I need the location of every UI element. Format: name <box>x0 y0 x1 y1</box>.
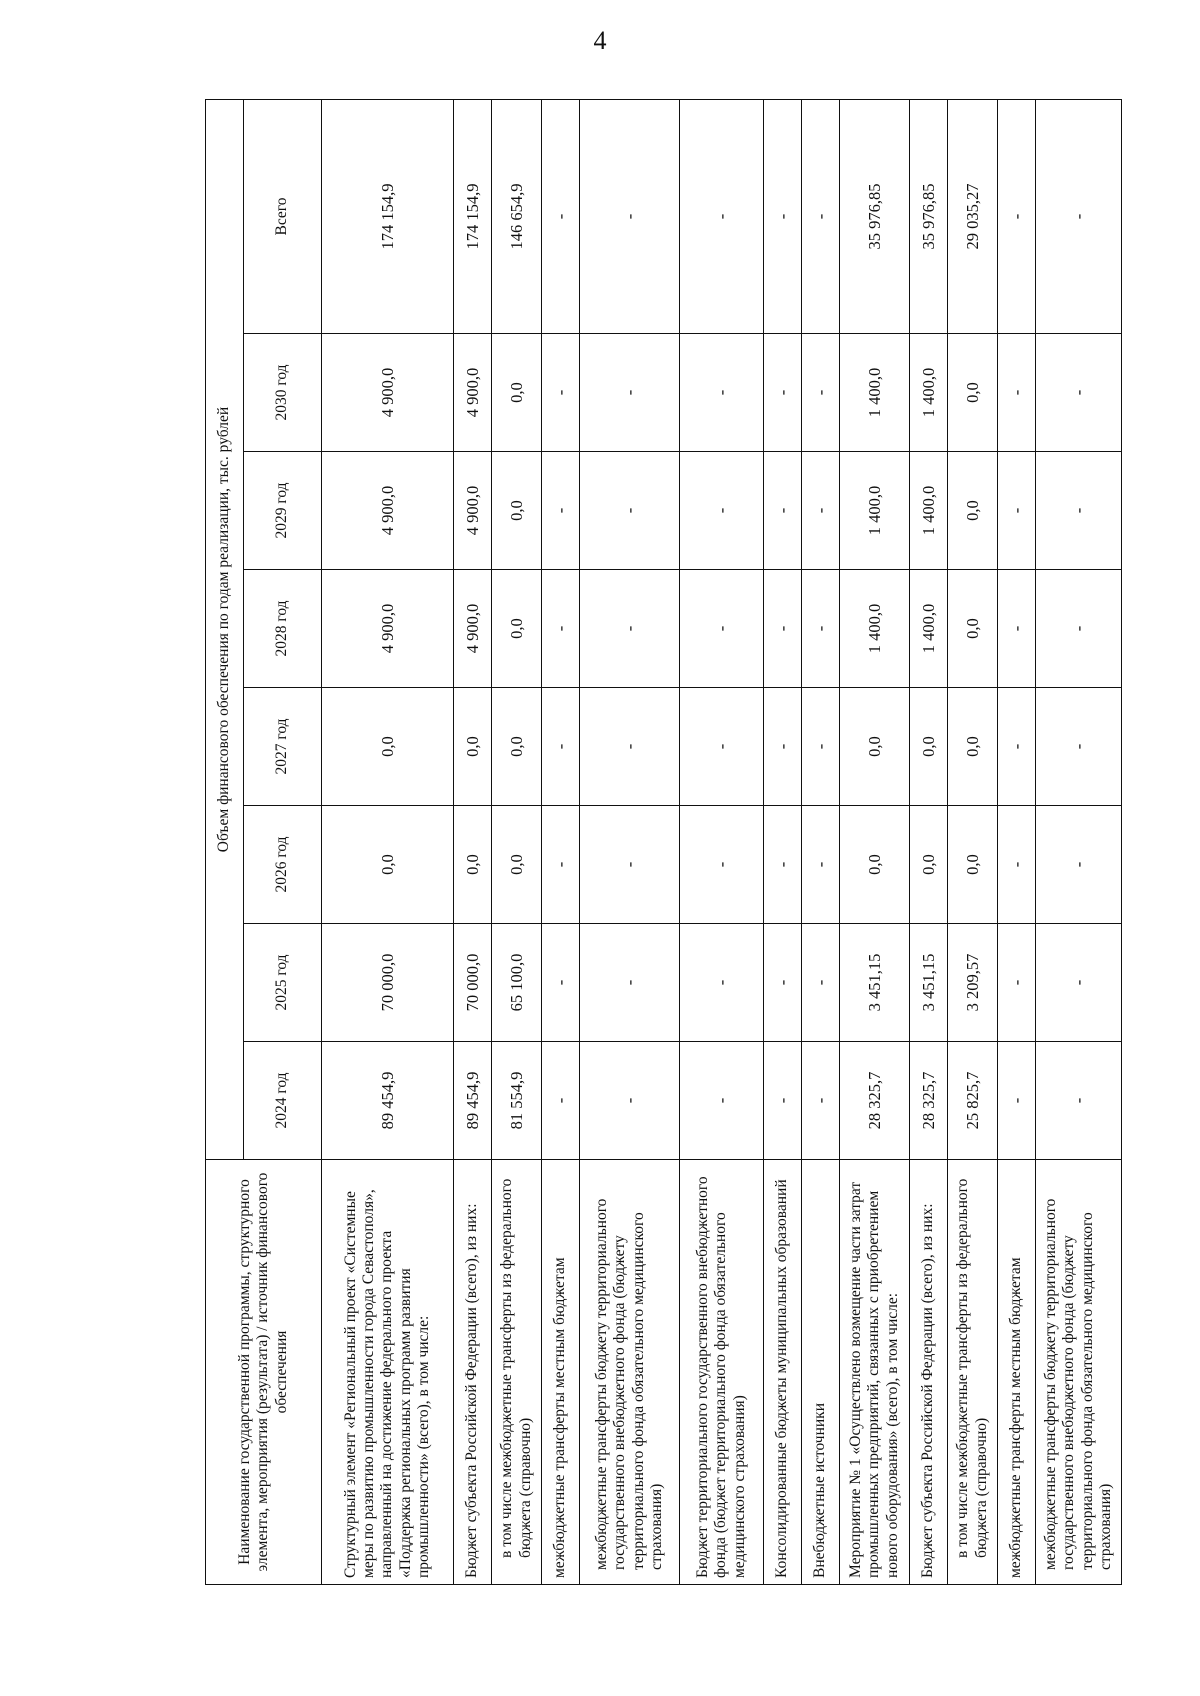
table-row <box>680 100 764 1585</box>
value-cell: 0,0 <box>492 334 542 452</box>
value-cell: 29 035,27 <box>948 100 998 334</box>
table-row <box>492 100 542 1585</box>
value-cell: - <box>1036 334 1122 452</box>
row-label: Структурный элемент «Региональный проект «Системные меры по развитию промышленности города Севастополя», направленный на достижение федерального проекта «Поддержка региональных программ развития промышленности» (всего), в том числе: <box>322 1160 454 1585</box>
value-cell: 3 451,15 <box>840 924 910 1042</box>
row-label: Бюджет территориального государственного внебюджетного фонда (бюджет территориального фонда обязательного медицинского страхования) <box>680 1160 764 1585</box>
header-financing-group: Объем финансового обеспечения по годам реализации, тыс. рублей <box>206 100 244 1160</box>
row-label: Консолидированные бюджеты муниципальных образований <box>764 1160 802 1585</box>
value-cell: 3 209,57 <box>948 924 998 1042</box>
value-cell: - <box>998 570 1036 688</box>
value-cell: - <box>580 334 680 452</box>
value-cell: - <box>680 1042 764 1160</box>
value-cell: - <box>680 570 764 688</box>
value-cell: 28 325,7 <box>840 1042 910 1160</box>
value-cell: 146 654,9 <box>492 100 542 334</box>
table-row <box>454 100 492 1585</box>
value-cell: - <box>764 570 802 688</box>
value-cell: 0,0 <box>840 806 910 924</box>
value-cell: - <box>580 688 680 806</box>
value-cell: - <box>1036 924 1122 1042</box>
value-cell: 0,0 <box>948 334 998 452</box>
value-cell: 0,0 <box>454 688 492 806</box>
value-cell: - <box>680 688 764 806</box>
table-row <box>802 100 840 1585</box>
value-cell: - <box>1036 688 1122 806</box>
value-cell: - <box>998 806 1036 924</box>
value-cell: 0,0 <box>948 452 998 570</box>
value-cell: - <box>764 100 802 334</box>
value-cell: - <box>542 806 580 924</box>
value-cell: 4 900,0 <box>454 452 492 570</box>
value-cell: 81 554,9 <box>492 1042 542 1160</box>
value-cell: - <box>680 924 764 1042</box>
value-cell: 1 400,0 <box>910 452 948 570</box>
header-year-2029: 2029 год <box>244 452 322 570</box>
value-cell: - <box>802 334 840 452</box>
header-year-2030: 2030 год <box>244 334 322 452</box>
row-label: Внебюджетные источники <box>802 1160 840 1585</box>
value-cell: - <box>998 334 1036 452</box>
value-cell: - <box>802 806 840 924</box>
value-cell: 0,0 <box>492 452 542 570</box>
table-row <box>1036 100 1122 1585</box>
value-cell: - <box>1036 806 1122 924</box>
row-label: межбюджетные трансферты местным бюджетам <box>542 1160 580 1585</box>
value-cell: 4 900,0 <box>454 570 492 688</box>
table-row <box>840 100 910 1585</box>
header-year-2024: 2024 год <box>244 1042 322 1160</box>
value-cell: 65 100,0 <box>492 924 542 1042</box>
table-row <box>998 100 1036 1585</box>
header-year-2026: 2026 год <box>244 806 322 924</box>
value-cell: - <box>764 334 802 452</box>
value-cell: 4 900,0 <box>322 334 454 452</box>
value-cell: - <box>802 924 840 1042</box>
value-cell: 174 154,9 <box>322 100 454 334</box>
value-cell: 0,0 <box>322 806 454 924</box>
value-cell: - <box>580 924 680 1042</box>
value-cell: - <box>802 100 840 334</box>
value-cell: - <box>542 334 580 452</box>
value-cell: - <box>542 924 580 1042</box>
value-cell: 0,0 <box>948 570 998 688</box>
page-number: 4 <box>593 26 607 55</box>
header-year-2028: 2028 год <box>244 570 322 688</box>
header-year-2025: 2025 год <box>244 924 322 1042</box>
value-cell: 0,0 <box>840 688 910 806</box>
value-cell: - <box>1036 452 1122 570</box>
row-label: Бюджет субъекта Российской Федерации (всего), из них: <box>454 1160 492 1585</box>
value-cell: - <box>764 452 802 570</box>
value-cell: 1 400,0 <box>840 452 910 570</box>
value-cell: - <box>764 688 802 806</box>
value-cell: 4 900,0 <box>322 452 454 570</box>
value-cell: 0,0 <box>492 688 542 806</box>
value-cell: - <box>1036 100 1122 334</box>
value-cell: - <box>802 452 840 570</box>
value-cell: 1 400,0 <box>840 334 910 452</box>
value-cell: 174 154,9 <box>454 100 492 334</box>
header-year-2027: 2027 год <box>244 688 322 806</box>
value-cell: 0,0 <box>910 806 948 924</box>
value-cell: - <box>580 806 680 924</box>
table-body <box>322 100 1122 1585</box>
value-cell: 89 454,9 <box>454 1042 492 1160</box>
value-cell: - <box>764 924 802 1042</box>
value-cell: 0,0 <box>948 688 998 806</box>
row-label: в том числе межбюджетные трансферты из федерального бюджета (справочно) <box>492 1160 542 1585</box>
value-cell: 35 976,85 <box>910 100 948 334</box>
row-label: Бюджет субъекта Российской Федерации (всего), из них: <box>910 1160 948 1585</box>
row-label: Мероприятие № 1 «Осуществлено возмещение части затрат промышленных предприятий, связанных с приобретением нового оборудования» (всего), в том числе: <box>840 1160 910 1585</box>
value-cell: 0,0 <box>454 806 492 924</box>
value-cell: - <box>580 570 680 688</box>
value-cell: 0,0 <box>492 570 542 688</box>
value-cell: 1 400,0 <box>910 570 948 688</box>
value-cell: 89 454,9 <box>322 1042 454 1160</box>
value-cell: - <box>580 100 680 334</box>
value-cell: - <box>680 452 764 570</box>
table-row <box>542 100 580 1585</box>
value-cell: - <box>764 1042 802 1160</box>
value-cell: - <box>802 570 840 688</box>
table-row <box>322 100 454 1585</box>
value-cell: - <box>542 570 580 688</box>
value-cell: - <box>680 806 764 924</box>
row-label: межбюджетные трансферты бюджету территориального государственного внебюджетного фонда (бюджету территориального фонда обязательного медицинского страхования) <box>580 1160 680 1585</box>
value-cell: - <box>542 688 580 806</box>
value-cell: 0,0 <box>910 688 948 806</box>
value-cell: - <box>580 452 680 570</box>
value-cell: 0,0 <box>948 806 998 924</box>
value-cell: - <box>680 100 764 334</box>
value-cell: - <box>764 806 802 924</box>
value-cell: 3 451,15 <box>910 924 948 1042</box>
value-cell: - <box>542 452 580 570</box>
value-cell: - <box>802 1042 840 1160</box>
value-cell: - <box>998 924 1036 1042</box>
header-total: Всего <box>244 100 322 334</box>
value-cell: 70 000,0 <box>454 924 492 1042</box>
row-label: в том числе межбюджетные трансферты из федерального бюджета (справочно) <box>948 1160 998 1585</box>
financing-table <box>205 99 1122 1585</box>
value-cell: - <box>998 688 1036 806</box>
value-cell: 28 325,7 <box>910 1042 948 1160</box>
value-cell: - <box>1036 1042 1122 1160</box>
value-cell: 25 825,7 <box>948 1042 998 1160</box>
value-cell: 35 976,85 <box>840 100 910 334</box>
value-cell: - <box>542 1042 580 1160</box>
table-row <box>948 100 998 1585</box>
value-cell: 1 400,0 <box>910 334 948 452</box>
value-cell: - <box>542 100 580 334</box>
table-row <box>910 100 948 1585</box>
row-label: межбюджетные трансферты местным бюджетам <box>998 1160 1036 1585</box>
value-cell: - <box>998 100 1036 334</box>
table-row <box>580 100 680 1585</box>
value-cell: 4 900,0 <box>322 570 454 688</box>
value-cell: - <box>802 688 840 806</box>
value-cell: 4 900,0 <box>454 334 492 452</box>
value-cell: - <box>998 452 1036 570</box>
header-name-column: Наименование государственной программы, структурного элемента, мероприятия (результата) / источник финансового обеспечения <box>206 1160 322 1585</box>
value-cell: - <box>680 334 764 452</box>
row-label: межбюджетные трансферты бюджету территориального государственного внебюджетного фонда (бюджету территориального фонда обязательного медицинского страхования) <box>1036 1160 1122 1585</box>
rotated-table-container <box>205 100 1114 1585</box>
table-row <box>764 100 802 1585</box>
value-cell: 1 400,0 <box>840 570 910 688</box>
value-cell: - <box>580 1042 680 1160</box>
value-cell: - <box>1036 570 1122 688</box>
value-cell: 0,0 <box>492 806 542 924</box>
value-cell: 70 000,0 <box>322 924 454 1042</box>
value-cell: - <box>998 1042 1036 1160</box>
value-cell: 0,0 <box>322 688 454 806</box>
